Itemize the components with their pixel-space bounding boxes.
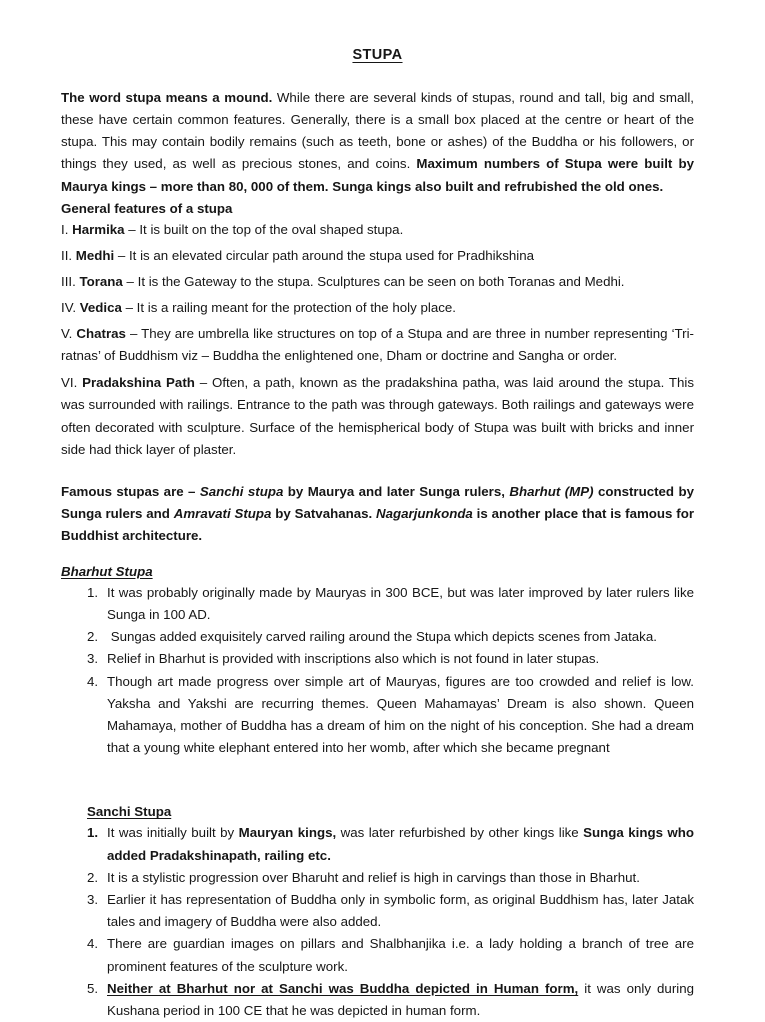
list-item-text: Though art made progress over simple art of Mauryas, figures are too crowded and relief is low. Yaksha and Yakshi are recurring themes. Queen Mahamayas’ Dream is also shown. Queen Mahamaya, mother of Buddha has a dream of him on the night of his conception. She had a dream that a young white elephant entered into her womb, after which she became pregnant [107,673,694,756]
list-item [61,822,694,866]
famous-italic-bharhut: Bharhut (MP) [509,484,594,500]
famous-text-1: Famous stupas are – [61,484,200,500]
list-item [61,867,694,889]
list-item-text-1: It was initially built by [107,825,239,841]
sanchi-stupa-list [61,822,694,1022]
feature-text: – It is a railing meant for the protection of the holy place. [121,299,456,315]
list-marker: 4. [87,936,99,952]
list-item [61,933,694,977]
list-item [61,978,694,1022]
spacer [61,759,694,801]
list-marker: 3. [87,891,99,907]
list-item-text: There are guardian images on pillars and Shalbhanjika i.e. a lady holding a branch of tree are prominent features of the sculpture work. [107,936,694,974]
intro-paragraph [61,87,694,198]
list-marker: 1. [87,584,99,600]
feature-item-harmika [61,219,694,240]
famous-italic-amravati: Amravati Stupa [173,506,272,522]
feature-numeral: I. [61,221,73,237]
feature-numeral: III. [61,273,80,289]
list-item [61,889,694,933]
feature-item-chatras [61,318,694,367]
list-marker: 4. [87,673,99,689]
feature-numeral: V. [61,325,77,341]
list-item-text: It was probably originally made by Mauryas in 300 BCE, but was later improved by later rulers like Sunga in 100 AD. [107,584,694,622]
feature-term: Medhi [75,247,115,263]
list-item-bold-underline: Neither at Bharhut nor at Sanchi was Buddha depicted in Human form, [107,980,579,996]
list-marker: 2. [87,869,99,885]
list-marker: 1. [87,825,99,841]
list-item-bold-1: Mauryan kings, [238,825,337,841]
feature-term: Vedica [79,299,122,315]
list-marker: 5. [87,980,99,996]
famous-italic-sanchi: Sanchi stupa [199,484,284,500]
feature-numeral: VI. [61,375,83,391]
list-item-text-2: was later refurbished by other kings like [336,825,584,841]
list-item [61,671,694,760]
feature-text: – It is the Gateway to the stupa. Sculptures can be seen on both Toranas and Medhi. [122,273,625,289]
list-item-bold-2: Sunga kings who added Pradakshinapath, railing etc. [107,825,694,863]
intro-bold-lead: The word stupa means a mound. [61,89,273,105]
feature-text: – It is built on the top of the oval shaped stupa. [124,221,404,237]
feature-item-medhi [61,240,694,266]
list-item-text: Sungas added exquisitely carved railing around the Stupa which depicts scenes from Jataka. [107,629,657,645]
famous-italic-nagarjunkonda: Nagarjunkonda [376,506,473,522]
section-heading-sanchi-stupa: Sanchi Stupa [87,804,172,820]
feature-term: Torana [79,273,123,289]
list-item [61,582,694,626]
list-marker: 3. [87,651,99,667]
famous-stupas-paragraph [61,481,694,548]
famous-text-4: by Satvahanas. [271,506,377,522]
famous-text-3: constructed by Sunga rulers and [61,484,694,522]
list-item-text: it was only during Kushana period in 100 CE that he was depicted in human form. [107,980,694,1018]
feature-text: – They are umbrella like structures on top of a Stupa and are three in number representing ‘Tri-ratnas’ of Buddhism viz – Buddha the enlightened one, Dham or doctrine and Sangha or order. [61,325,694,364]
feature-numeral: II. [61,247,76,263]
feature-term: Chatras [76,325,126,341]
list-item-text: Relief in Bharhut is provided with inscriptions also which is not found in later stupas. [107,651,600,667]
bharhut-stupa-list [61,582,694,760]
list-item-text: Earlier it has representation of Buddha only in symbolic form, as original Buddhism has, later Jatak tales and imagery of Buddha were also added. [107,891,694,930]
famous-text-2: by Maurya and later Sunga rulers, [283,484,510,500]
list-marker: 2. [87,629,99,645]
feature-item-vedica [61,292,694,318]
list-item-text: It is a stylistic progression over Bharuht and relief is high in carvings than those in Bharhut. [107,869,640,885]
feature-term: Harmika [72,221,125,237]
feature-item-torana [61,266,694,292]
list-item [61,626,694,648]
feature-text: – It is an elevated circular path around the stupa used for Pradhikshina [114,247,535,263]
intro-bold-tail: Maximum numbers of Stupa were built by Maurya kings – more than 80, 000 of them. Sunga kings also built and refrubished the old ones. [61,156,694,194]
page-title: STUPA [352,47,403,63]
feature-term: Pradakshina Path [82,375,195,391]
feature-text: – Often, a path, known as the pradakshina patha, was laid around the stupa. This was surrounded with railings. Entrance to the path was through gateways. Both railings and gateways were often decorated with sculpture. Surface of the hemispherical body of Stupa was built with bricks and inner side had thick layer of plaster. [61,375,694,457]
list-item [61,648,694,670]
general-features-heading: General features of a stupa [61,200,233,216]
spacer [61,548,694,561]
famous-text-5: is another place that is famous for Buddhist architecture. [61,506,694,544]
feature-numeral: IV. [61,299,80,315]
section-heading-bharhut-stupa: Bharhut Stupa [61,563,153,579]
intro-middle-text: While there are several kinds of stupas, round and tall, big and small, these have certain common features. Generally, there is a small box placed at the centre or heart of the stupa. This may contain bodily remains (such as teeth, bone or ashes) of the Buddha or his followers, or things they used, as well as precious stones, and coins. [61,89,694,172]
spacer [61,461,694,481]
feature-item-pradakshina-path [61,367,694,461]
